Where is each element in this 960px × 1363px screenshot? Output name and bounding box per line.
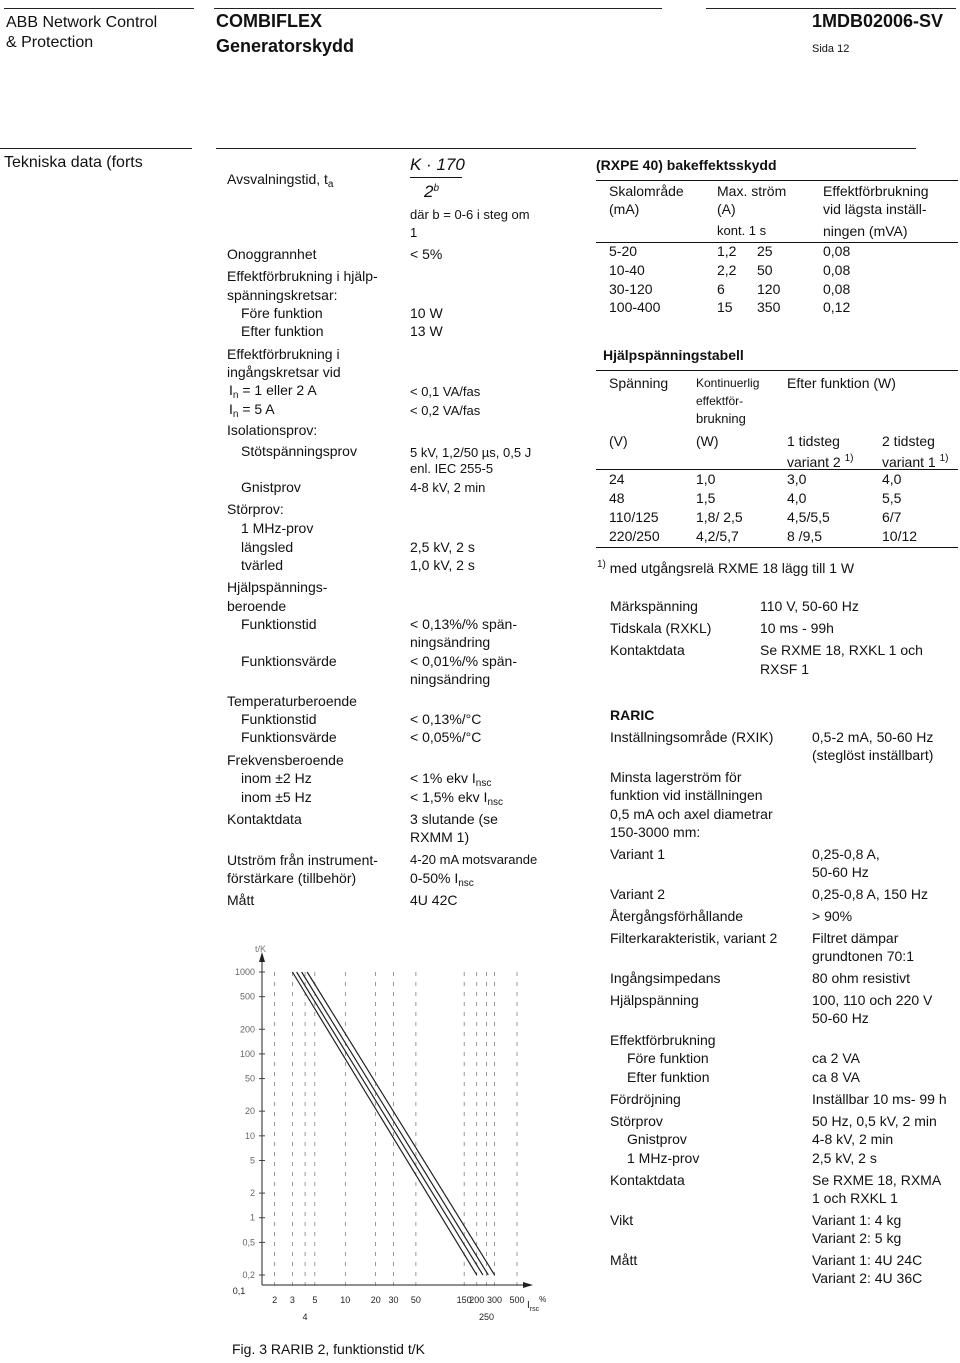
spec-label: 1 MHz-prov <box>627 1150 700 1166</box>
table-footnote: $^{1)}$ med utgångsrelä RXME 18 lägg till 1 W <box>597 559 855 576</box>
spec-value: 1,0 kV, 2 s <box>410 557 475 573</box>
spec-value: 4U 42C <box>410 892 458 908</box>
formula-numerator: K · 170 <box>410 155 465 174</box>
gridlines <box>275 972 517 1287</box>
column-header: kont. 1 s <box>717 223 767 238</box>
y-tick-label: 5 <box>249 1155 255 1166</box>
spec-value: Variant 1: 4 kg <box>812 1212 902 1228</box>
table-cell: 30-120 <box>609 281 653 297</box>
table-cell: 4,0 <box>882 471 902 487</box>
x-tick-label: 500 <box>509 1295 525 1305</box>
spec-value: < 0,05%/°C <box>410 729 482 745</box>
spec-label: Filterkarakteristik, variant 2 <box>610 930 778 946</box>
spec-label: Temperaturberoende <box>227 693 357 709</box>
spec-value: 10 W <box>410 305 443 321</box>
y-tick-label: 10 <box>244 1130 255 1141</box>
table-cell: 48 <box>609 490 625 506</box>
spec-label: Effektförbrukning i hjälp- <box>227 268 378 284</box>
table-cell: 1,8/ 2,5 <box>696 509 743 525</box>
series-line-1 <box>292 972 476 1275</box>
spec-label: spänningskretsar: <box>227 287 338 303</box>
x-tick-label: 30 <box>388 1295 399 1305</box>
y-tick-labels <box>235 967 265 1280</box>
column-header: variant 1 $^{1)}$ <box>882 453 949 470</box>
column-header: vid lägsta inställ- <box>823 201 927 217</box>
spec-value: 0,25-0,8 A, 150 Hz <box>812 886 928 902</box>
spec-label: Före funktion <box>241 305 323 321</box>
table-cell: 25 <box>757 243 773 259</box>
x-axis-label: $I_{rsc}^{\%}$ <box>527 1295 547 1313</box>
y-tick-label: 1 <box>249 1212 255 1223</box>
section-title: Tekniska data (forts <box>4 154 143 171</box>
table-cell: 0,08 <box>823 243 851 259</box>
spec-value: 50-60 Hz <box>812 1010 869 1026</box>
column-header: Skalområde <box>609 183 684 199</box>
table-cell: 8 /9,5 <box>787 528 823 544</box>
column-header: (V) <box>609 433 628 449</box>
x-tick-label: 10 <box>340 1295 351 1305</box>
x-tick-label: 50 <box>410 1295 421 1305</box>
y-tick-label: 0,5 <box>242 1237 255 1248</box>
x-tick-label: 3 <box>289 1295 295 1305</box>
x-tick-labels <box>233 1286 525 1322</box>
spec-value: < 0,13%/°C <box>410 711 482 727</box>
section-rule <box>216 148 916 149</box>
table-cell: 0,12 <box>823 299 851 315</box>
spec-label: Frekvensberoende <box>227 752 344 768</box>
spec-value: Variant 2: 4U 36C <box>812 1270 923 1286</box>
spec-label: Avsvalningstid, $t_a$ <box>227 171 334 190</box>
spec-label: förstärkare (tillbehör) <box>227 870 357 886</box>
spec-value: Inställbar 10 ms- 99 h <box>812 1091 947 1107</box>
spec-label: Onoggrannhet <box>227 246 317 262</box>
page-number: Sida 12 <box>812 43 850 55</box>
spec-label: Funktionsvärde <box>241 653 337 669</box>
spec-label: Mått <box>610 1252 638 1268</box>
function-time-chart <box>225 930 560 1345</box>
x-tick-label: 5 <box>312 1295 318 1305</box>
spec-label: Vikt <box>610 1212 634 1228</box>
spec-label: Stötspänningsprov <box>241 443 357 459</box>
spec-label: Isolationsprov: <box>227 422 318 438</box>
spec-label: tvärled <box>241 557 284 573</box>
formula-note: 1 <box>410 225 418 240</box>
y-tick-label: 500 <box>239 991 255 1002</box>
x-tick-label: 2 <box>272 1295 278 1305</box>
table-rule <box>596 469 958 470</box>
y-tick-label: 1000 <box>234 967 255 977</box>
formula-bar <box>410 177 462 178</box>
table-cell: 1,5 <box>696 490 716 506</box>
document-title: Generatorskydd <box>216 36 355 56</box>
column-header: ningen (mVA) <box>823 223 908 239</box>
spec-value: 0,5-2 mA, 50-60 Hz <box>812 729 934 745</box>
table-cell: 0,08 <box>823 281 851 297</box>
series-line-3 <box>302 972 489 1275</box>
column-header: variant 2 $^{1)}$ <box>787 453 854 470</box>
spec-label: inom ±5 Hz <box>241 789 312 805</box>
table-cell: 50 <box>757 262 773 278</box>
spec-value: < 5% <box>410 246 443 262</box>
table-cell: 4,5/5,5 <box>787 509 830 525</box>
spec-value: Variant 1: 4U 24C <box>812 1252 923 1268</box>
column-header: effektför- <box>696 394 744 408</box>
table-cell: 220/250 <box>609 528 660 544</box>
y-tick-label: 50 <box>244 1073 255 1084</box>
table-cell: 6 <box>717 281 725 297</box>
header-rule <box>214 8 662 9</box>
table-cell: 120 <box>757 281 781 297</box>
spec-label: Funktionsvärde <box>241 729 337 745</box>
spec-value: enl. IEC 255-5 <box>410 461 494 476</box>
spec-value: ca 8 VA <box>812 1069 860 1085</box>
spec-label: Efter funktion <box>241 323 324 339</box>
spec-label: Kontaktdata <box>227 811 302 827</box>
spec-value: ningsändring <box>410 671 491 687</box>
spec-label: beroende <box>227 598 287 614</box>
column-header: (W) <box>696 433 719 449</box>
spec-value: RXSF 1 <box>760 661 810 677</box>
aux-table-title: Hjälpspänningstabell <box>603 347 744 363</box>
column-header: Max. ström <box>717 183 787 199</box>
spec-label: Störprov <box>610 1113 663 1129</box>
table-rule <box>596 547 958 548</box>
spec-value: ca 2 VA <box>812 1050 860 1066</box>
table-rule <box>596 242 958 243</box>
company-name-line2: & Protection <box>6 34 94 51</box>
x-tick-label: 20 <box>370 1295 381 1305</box>
y-tick-label: 0,2 <box>242 1270 255 1280</box>
spec-value: 4-20 mA motsvarande <box>410 852 538 867</box>
spec-value: 110 V, 50-60 Hz <box>760 598 859 614</box>
spec-value: 100, 110 och 220 V <box>812 992 933 1008</box>
table-cell: 10/12 <box>882 528 918 544</box>
spec-value: 10 ms - 99h <box>760 620 834 636</box>
spec-value: 4-8 kV, 2 min <box>410 480 486 495</box>
y-tick-label: 100 <box>239 1048 255 1059</box>
spec-value: < 1% ekv $I_{nsc}$ <box>410 770 492 789</box>
column-header: 1 tidsteg <box>787 433 840 449</box>
spec-label: Återgångsförhållande <box>610 908 744 924</box>
spec-value: 1 och RXKL 1 <box>812 1190 898 1206</box>
table-cell: 5-20 <box>609 243 638 259</box>
column-header: Efter funktion (W) <box>787 375 896 391</box>
column-header: Spänning <box>609 375 669 391</box>
spec-value: < 1,5% ekv $I_{nsc}$ <box>410 789 503 808</box>
spec-label: Variant 2 <box>610 886 665 902</box>
spec-value: 5 kV, 1,2/50 µs, 0,5 J <box>410 445 532 460</box>
spec-value: 80 ohm resistivt <box>812 970 911 986</box>
spec-label: Inställningsområde (RXIK) <box>610 729 774 745</box>
header-rule <box>4 8 194 9</box>
spec-label: längsled <box>241 539 294 555</box>
spec-value: 0,25-0,8 A, <box>812 846 880 862</box>
table-cell: 3,0 <box>787 471 807 487</box>
table-cell: 4,0 <box>787 490 807 506</box>
spec-value: Variant 2: 5 kg <box>812 1230 902 1246</box>
spec-value: grundtonen 70:1 <box>812 948 914 964</box>
spec-value: < 0,2 VA/fas <box>410 403 481 418</box>
spec-value: Filtret dämpar <box>812 930 899 946</box>
x-tick-label: 4 <box>302 1312 308 1322</box>
spec-label: Minsta lagerström för <box>610 769 742 785</box>
spec-label: funktion vid inställningen <box>610 787 763 803</box>
spec-label: $I_n = 1$ eller 2 A <box>229 382 317 401</box>
spec-value: Se RXME 18, RXKL 1 och <box>760 642 923 658</box>
spec-label: Gnistprov <box>241 479 301 495</box>
spec-label: Effektförbrukning i <box>227 346 340 362</box>
spec-value: (steglöst inställbart) <box>812 747 934 763</box>
column-header: Kontinuerlig <box>696 376 760 390</box>
x-tick-label: 300 <box>487 1295 503 1305</box>
document-number: 1MDB02006-SV <box>812 11 944 31</box>
spec-label: Kontaktdata <box>610 1172 685 1188</box>
series-line-4 <box>307 972 494 1275</box>
spec-value: 2,5 kV, 2 s <box>410 539 475 555</box>
spec-label: Hjälpspännings- <box>227 579 328 595</box>
column-header: (mA) <box>609 201 640 217</box>
raric-title: RARIC <box>610 707 655 723</box>
table-cell: 10-40 <box>609 262 645 278</box>
y-tick-label: 20 <box>244 1106 255 1117</box>
spec-label: Märkspänning <box>610 598 698 614</box>
spec-label: Kontaktdata <box>610 642 685 658</box>
spec-label: $I_n = 5$ A <box>229 401 275 420</box>
table-cell: 1,0 <box>696 471 716 487</box>
y-tick-label: 200 <box>239 1024 255 1035</box>
spec-value: ningsändring <box>410 634 491 650</box>
x-axis-arrow-icon <box>523 1282 533 1288</box>
header-rule <box>706 8 956 9</box>
spec-label: Gnistprov <box>627 1131 687 1147</box>
table-cell: 6/7 <box>882 509 902 525</box>
spec-value: RXMM 1) <box>410 829 470 845</box>
y-axis-label: t/K <box>255 944 267 954</box>
spec-value: > 90% <box>812 908 853 924</box>
figure-caption: Fig. 3 RARIB 2, funktionstid t/K <box>232 1341 425 1357</box>
product-name: COMBIFLEX <box>216 11 322 31</box>
spec-label: 150-3000 mm: <box>610 824 701 840</box>
formula-note: där b = 0-6 i steg om <box>410 207 530 222</box>
x-tick-label: 150 <box>456 1295 472 1305</box>
table-rule <box>596 370 958 371</box>
spec-label: Fördröjning <box>610 1091 681 1107</box>
spec-label: Funktionstid <box>241 711 317 727</box>
spec-label: Funktionstid <box>241 616 317 632</box>
company-name-line1: ABB Network Control <box>6 14 158 31</box>
spec-label: 0,5 mA och axel diametrar <box>610 806 773 822</box>
column-header: (A) <box>717 201 736 217</box>
spec-label: Tidskala (RXKL) <box>610 620 712 636</box>
section-rule <box>0 148 192 149</box>
table-cell: 0,08 <box>823 262 851 278</box>
spec-label: Störprov: <box>227 501 284 517</box>
spec-value: 50-60 Hz <box>812 864 869 880</box>
x-tick-label: 0,1 <box>232 1286 246 1296</box>
spec-value: < 0,1 VA/fas <box>410 384 481 399</box>
spec-value: < 0,13%/% spän- <box>410 616 518 632</box>
spec-label: Effektförbrukning <box>610 1032 716 1048</box>
spec-value: 4-8 kV, 2 min <box>812 1131 894 1147</box>
spec-label: Hjälpspänning <box>610 992 699 1008</box>
spec-value: 3 slutande (se <box>410 811 498 827</box>
x-tick-label: 250 <box>479 1312 495 1322</box>
spec-value: Se RXME 18, RXMA <box>812 1172 942 1188</box>
spec-label: ingångskretsar vid <box>227 364 341 380</box>
spec-value: 50 Hz, 0,5 kV, 2 min <box>812 1113 937 1129</box>
spec-value: 13 W <box>410 323 443 339</box>
table-cell: 2,2 <box>717 262 737 278</box>
spec-label: 1 MHz-prov <box>241 520 314 536</box>
table-cell: 4,2/5,7 <box>696 528 739 544</box>
table-cell: 1,2 <box>717 243 737 259</box>
spec-value: 2,5 kV, 2 s <box>812 1150 877 1166</box>
rxpe-title: (RXPE 40) bakeffektsskydd <box>596 157 777 173</box>
column-header: 2 tidsteg <box>882 433 935 449</box>
y-tick-label: 2 <box>249 1188 255 1199</box>
table-rule <box>596 180 958 181</box>
spec-label: Mått <box>227 892 255 908</box>
column-header: brukning <box>696 411 746 426</box>
table-cell: 15 <box>717 299 733 315</box>
column-header: Effektförbrukning <box>823 183 929 199</box>
formula-denominator: 2$^b$ <box>424 182 440 201</box>
table-cell: 350 <box>757 299 781 315</box>
table-cell: 5,5 <box>882 490 902 506</box>
spec-value: 0-50% $I_{nsc}$ <box>410 870 474 889</box>
table-cell: 110/125 <box>609 509 659 525</box>
table-cell: 100-400 <box>609 299 661 315</box>
series-line-2 <box>297 972 483 1275</box>
table-cell: 24 <box>609 471 625 487</box>
spec-label: inom ±2 Hz <box>241 770 312 786</box>
spec-label: Utström från instrument- <box>227 852 378 868</box>
x-tick-label: 200 <box>469 1295 485 1305</box>
spec-label: Före funktion <box>627 1050 709 1066</box>
spec-label: Variant 1 <box>610 846 665 862</box>
spec-label: Efter funktion <box>627 1069 710 1085</box>
spec-label: Ingångsimpedans <box>610 970 721 986</box>
spec-value: < 0,01%/% spän- <box>410 653 518 669</box>
